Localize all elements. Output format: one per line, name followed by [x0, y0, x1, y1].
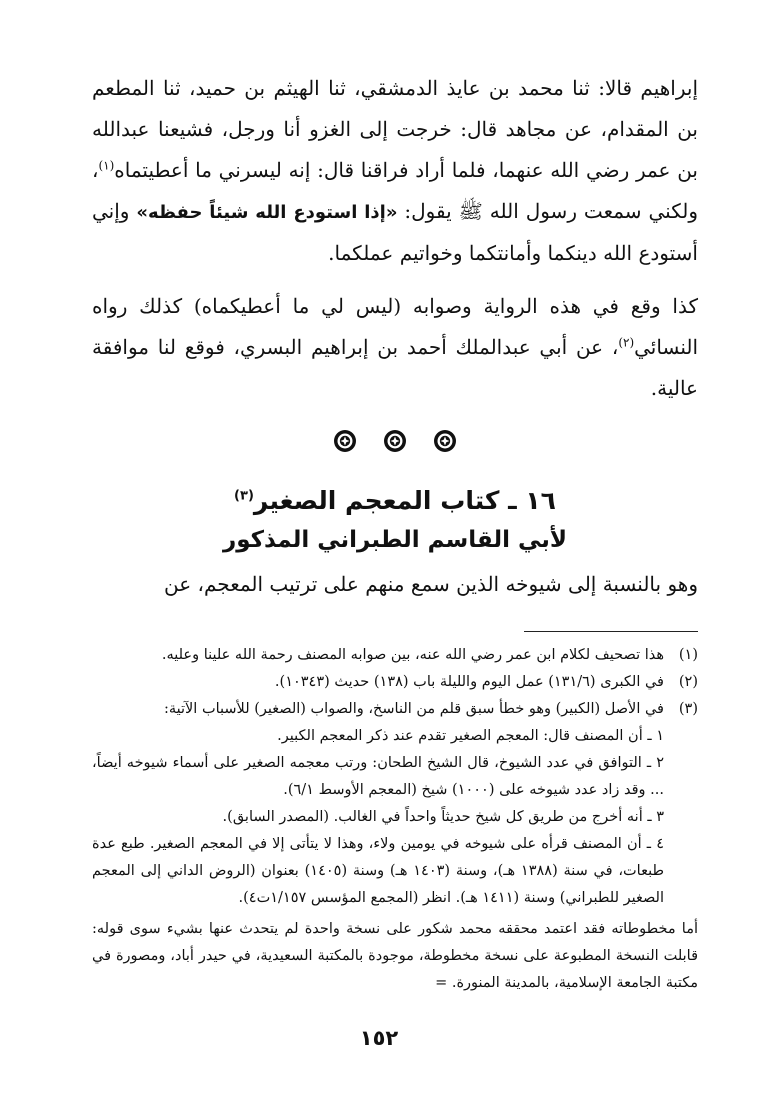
footnote-reasons	[92, 723, 664, 912]
footnote-ref-1[interactable]: (١)	[98, 158, 115, 173]
paragraph-comment	[92, 286, 698, 409]
chapter-heading	[92, 481, 698, 559]
chapter-title-text: ١٦ ـ كتاب المعجم الصغير	[253, 486, 556, 515]
footnote-body	[92, 696, 664, 912]
list-item: ١ ـ أن المصنف قال: المعجم الصغير تقدم عند ذكر المعجم الكبير.	[277, 728, 664, 744]
paragraph-text: وإني أستودع الله دينكما وأمانتكما وخواتيم عملكما.	[92, 199, 698, 265]
footnote-number: (٣)	[678, 701, 698, 717]
footnote-number: (٢)	[678, 674, 698, 690]
footnote-text: هذا تصحيف لكلام ابن عمر رضي الله عنه، بين صوابه المصنف رحمة الله علينا وعليه.	[161, 647, 664, 663]
footnote-1	[92, 642, 698, 669]
paragraph-hadith	[92, 68, 698, 274]
paragraph-text: كذا وقع في هذه الرواية وصوابه (ليس لي ما أعطيكماه) كذلك رواه النسائي	[92, 294, 698, 359]
footnotes	[92, 642, 698, 997]
footnote-text: في الكبرى (١٣١/٦) عمل اليوم والليلة باب (١٣٨) حديث (١٠٣٤٣).	[274, 674, 664, 690]
chapter-title	[92, 481, 698, 521]
chapter-subtitle: لأبي القاسم الطبراني المذكور	[222, 527, 568, 553]
paragraph-text: ، ولكني سمعت رسول الله ﷺ يقول:	[92, 158, 698, 223]
chapter-intro: وهو بالنسبة إلى شيوخه الذين سمع منهم على ترتيب المعجم، عن	[164, 572, 698, 596]
ornament-rosette-icon	[333, 429, 357, 453]
paragraph-text: ، عن أبي عبدالملك أحمد بن إبراهيم البسري، فوقع لنا موافقة عالية.	[92, 335, 698, 400]
footnote-text: في الأصل (الكبير) وهو خطأ سبق قلم من الناسخ، والصواب (الصغير) للأسباب الآتية:	[163, 701, 664, 717]
ornament-rosette-icon	[383, 429, 407, 453]
footnote-2	[92, 669, 698, 696]
footnote-ref-3[interactable]: (٣)	[234, 488, 254, 504]
paragraph-text: إبراهيم قالا: ثنا محمد بن عايذ الدمشقي، ثنا الهيثم بن حميد، ثنا المطعم بن المقدام، عن مجاهد قال: خرجت إلى الغزو أنا ورجل، فشيعنا عبدالله بن عمر رضي الله عنهما، فلما أراد فراقنا قال: إنه ليسرني ما أعطيتماه	[92, 76, 698, 182]
footnote-separator	[524, 631, 698, 632]
list-item: ٤ ـ أن المصنف قرأه على شيوخه في يومين ولاء، وهذا لا يتأتى إلا في المعجم الصغير. طبع عدة طبعات، في سنة (١٣٨٨ هـ)، وسنة (١٤٠٣ هـ) وسنة (١٤٠٥) بعنوان (الروض الداني إلى المعجم الصغير للطبراني) وسنة (١٤١١ هـ). انظر (المجمع المؤسس ١/١٥٧ت٤).	[92, 836, 664, 906]
section-divider	[92, 429, 698, 453]
list-item: ٣ ـ أنه أخرج من طريق كل شيخ حديثاً واحداً في الغالب. (المصدر السابق).	[222, 809, 664, 825]
ornament-rosette-icon	[433, 429, 457, 453]
list-item: ٢ ـ التوافق في عدد الشيوخ، قال الشيخ الطحان: ورتب معجمه الصغير على أسماء شيوخه أيضاً، ... وقد زاد عدد شيوخه على (١٠٠٠) شيخ (المعجم الأوسط ٦/١).	[92, 755, 664, 798]
footnote-3	[92, 696, 698, 912]
footnote-number: (١)	[678, 647, 698, 663]
footnote-continuation: أما مخطوطاته فقد اعتمد محققه محمد شكور على نسخة واحدة لم يتحدث عنها بشيء سوى قوله: قابلت النسخة المطبوعة على نسخة مخطوطة، موجودة بالمكتبة السعيدية، في حيدر أباد، ومصورة في مكتبة الجامعة الإسلامية، بالمدينة المنورة. =	[92, 921, 698, 991]
page-number: ١٥٢	[359, 1026, 399, 1050]
footnote-ref-2[interactable]: (٢)	[618, 335, 635, 350]
hadith-quote: «إذا استودع الله شيئاً حفظه»	[136, 202, 398, 223]
main-text	[92, 68, 698, 409]
